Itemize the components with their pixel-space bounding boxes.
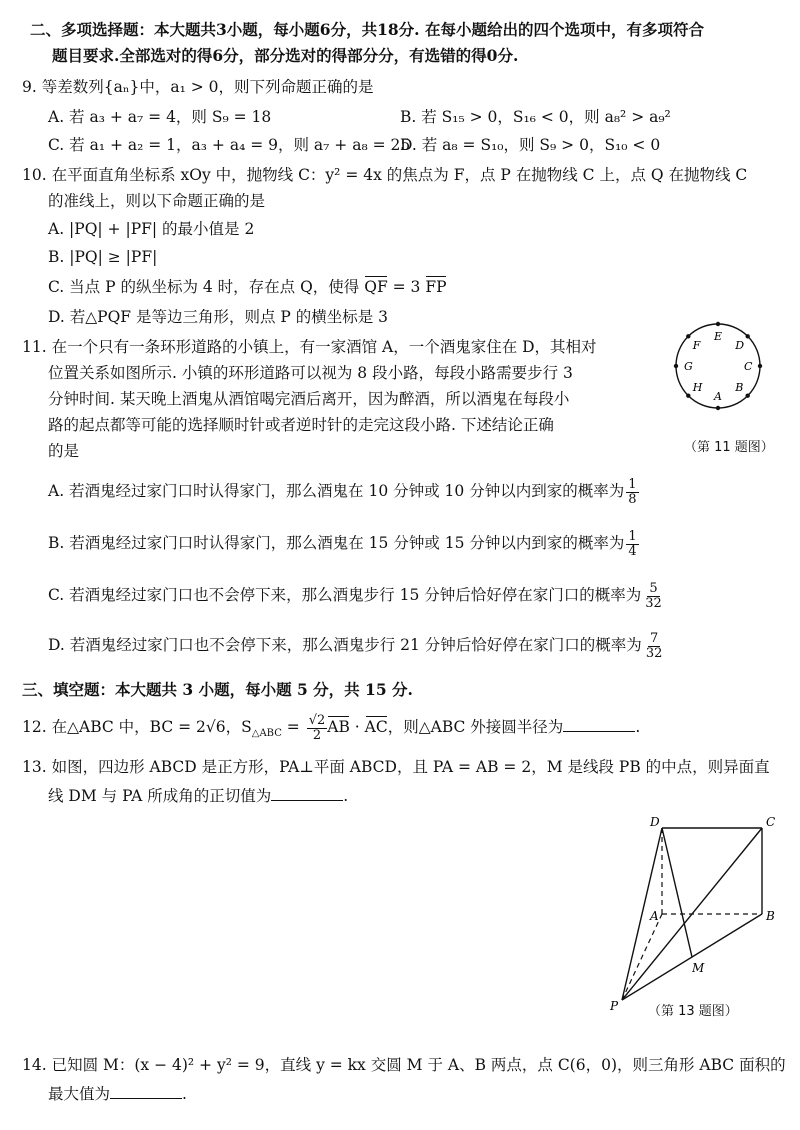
ring-point-c — [758, 364, 762, 368]
q14-period: . — [182, 1085, 187, 1103]
q14-stem-2 — [48, 1084, 187, 1104]
ring-label-c: C — [744, 360, 753, 373]
fraction-numerator: 1 — [628, 477, 637, 492]
q13-stem-1: 13. 如图，四边形 ABCD 是正方形，PA⊥平面 ABCD，且 PA = AB = 2，M 是线段 PB 的中点，则异面直 — [22, 758, 770, 776]
q11-ring-road-figure — [660, 306, 780, 426]
q13-period: . — [343, 787, 349, 805]
vertex-label-c: C — [766, 815, 776, 829]
q11-stem-1: 11. 在一个只有一条环形道路的小镇上，有一家酒馆 A，一个酒鬼家住在 D，其相对 — [22, 338, 597, 356]
q14-stem-1: 14. 已知圆 M：(x − 4)² + y² = 9，直线 y = kx 交圆 M 于 A、B 两点，点 C(6，0)，则三角形 ABC 面积的 — [22, 1056, 786, 1074]
ring-point-b — [746, 394, 750, 398]
q11-stem-3: 分钟时间. 某天晚上酒鬼从酒馆喝完酒后离开，因为醉酒，所以酒鬼在每段小 — [48, 390, 570, 408]
q10-vector-fp: FP — [425, 278, 447, 296]
ring-label-f: F — [692, 338, 701, 352]
q13-answer-blank[interactable] — [271, 786, 343, 801]
q11-option-a-text: A. 若酒鬼经过家门口时认得家门，那么酒鬼在 10 分钟或 10 分钟以内到家的概率为 — [48, 482, 625, 501]
q11-option-b — [48, 530, 639, 558]
ring-point-h — [686, 394, 690, 398]
fraction-denominator: 32 — [645, 595, 662, 611]
q9-option-a: A. 若 a₃ + a₇ = 4，则 S₉ = 18 — [48, 108, 272, 126]
q11-figure-caption: （第 11 题图） — [684, 440, 774, 455]
q12-area-subscript: △ABC — [251, 728, 282, 740]
q12-period: . — [635, 718, 641, 737]
ring-point-d — [746, 334, 750, 338]
q11-option-d-fraction — [644, 632, 665, 660]
q10-option-c-text: C. 当点 P 的纵坐标为 4 时，存在点 Q，使得 — [48, 278, 365, 296]
q12-fraction — [307, 714, 328, 742]
vertex-label-a: A — [650, 909, 659, 923]
q13-pyramid-figure — [600, 812, 790, 1012]
vertex-label-m: M — [692, 961, 705, 975]
fraction-denominator: 2 — [312, 727, 322, 743]
q11-stem-4: 路的起点都等可能的选择顺时针或者逆时针的走完这段小路. 下述结论正确 — [48, 416, 554, 434]
q11-option-b-text: B. 若酒鬼经过家门口时认得家门，那么酒鬼在 15 分钟或 15 分钟以内到家的概率为 — [48, 534, 625, 553]
q11-option-d — [48, 632, 664, 660]
q10-option-b: B. |PQ| ≥ |PF| — [48, 248, 158, 266]
q10-option-d: D. 若△PQF 是等边三角形，则点 P 的横坐标是 3 — [48, 308, 389, 326]
fraction-denominator: 8 — [628, 491, 637, 507]
q11-option-a-fraction — [626, 478, 638, 506]
ring-point-a — [716, 406, 720, 410]
fraction-numerator: 1 — [628, 529, 637, 544]
q12-dot: · — [349, 718, 365, 737]
fraction-numerator: √2 — [308, 713, 326, 728]
vertex-label-p: P — [610, 999, 619, 1012]
ring-label-a: A — [714, 390, 722, 403]
q13-figure-caption: （第 13 题图） — [648, 1004, 738, 1019]
q11-stem-2: 位置关系如图所示. 小镇的环形道路可以视为 8 段小路，每段小路需要步行 3 — [48, 364, 573, 382]
q12-vector-ac: AC — [364, 718, 388, 737]
q11-option-c-text: C. 若酒鬼经过家门口也不会停下来，那么酒鬼步行 15 分钟后恰好停在家门口的概率为 — [48, 586, 642, 605]
ring-label-g: G — [684, 360, 693, 373]
q11-option-b-fraction — [626, 530, 638, 558]
ring-label-h: H — [692, 381, 703, 395]
q10-stem-2: 的准线上，则以下命题正确的是 — [48, 192, 266, 210]
segment-dm — [662, 828, 692, 957]
fraction-denominator: 32 — [645, 645, 663, 661]
vertex-label-b: B — [766, 909, 775, 923]
q11-option-c-fraction — [643, 582, 664, 610]
section2-instructions-2: 题目要求.全部选对的得6分，部分选对的得部分分，有选错的得0分. — [52, 46, 519, 65]
q12-vector-ab: AB — [327, 718, 350, 737]
fraction-numerator: 5 — [649, 581, 658, 596]
section2-title: 二、多项选择题：本大题共3小题，每小题6分，共18分. — [30, 20, 420, 39]
q10-option-a: A. |PQ| + |PF| 的最小值是 2 — [48, 220, 255, 238]
q12-equals: = — [281, 718, 305, 737]
q11-stem-5: 的是 — [48, 442, 80, 460]
q12-text-pre: 12. 在△ABC 中，BC = 2√6，S — [22, 718, 252, 737]
q10-stem-1: 10. 在平面直角坐标系 xOy 中，抛物线 C：y² = 4x 的焦点为 F，点 P 在抛物线 C 上，点 Q 在抛物线 C — [22, 166, 748, 184]
q12-answer-blank[interactable] — [563, 717, 635, 732]
q11-option-a — [48, 478, 639, 506]
q13-text: 线 DM 与 PA 所成角的正切值为 — [48, 787, 272, 805]
q11-option-c — [48, 582, 664, 610]
q10-option-c-eq: = 3 — [387, 278, 426, 296]
q12-stem — [22, 714, 640, 742]
fraction-denominator: 4 — [628, 543, 637, 559]
q12-text-post: ，则△ABC 外接圆半径为 — [387, 718, 564, 737]
section3-heading: 三、填空题：本大题共 3 小题，每小题 5 分，共 15 分. — [22, 680, 413, 699]
section2-heading — [30, 20, 704, 39]
ring-label-e: E — [714, 330, 723, 343]
ring-label-b: B — [735, 381, 744, 395]
q11-option-d-text: D. 若酒鬼经过家门口也不会停下来，那么酒鬼步行 21 分钟后恰好停在家门口的概率为 — [48, 636, 642, 655]
ring-point-f — [686, 334, 690, 338]
q14-answer-blank[interactable] — [110, 1084, 182, 1099]
ring-point-e — [716, 322, 720, 326]
q10-option-c — [48, 278, 447, 297]
vertex-label-d: D — [650, 815, 660, 829]
q9-option-c: C. 若 a₁ + a₂ = 1，a₃ + a₄ = 9，则 a₇ + a₈ = 25 — [48, 136, 411, 154]
q13-stem-2 — [48, 786, 348, 806]
fraction-numerator: 7 — [649, 631, 659, 646]
ring-point-g — [674, 364, 678, 368]
ring-label-d: D — [735, 338, 745, 352]
q9-stem: 9. 等差数列{aₙ}中，a₁ > 0，则下列命题正确的是 — [22, 78, 374, 96]
q10-vector-qf: QF — [364, 278, 388, 296]
q14-text: 最大值为 — [48, 1085, 111, 1103]
q9-option-d: D. 若 a₈ = S₁₀，则 S₉ > 0，S₁₀ < 0 — [400, 136, 661, 154]
q9-option-b: B. 若 S₁₅ > 0，S₁₆ < 0，则 a₈² > a₉² — [400, 108, 671, 126]
section2-instructions-1: 在每小题给出的四个选项中，有多项符合 — [424, 20, 704, 39]
